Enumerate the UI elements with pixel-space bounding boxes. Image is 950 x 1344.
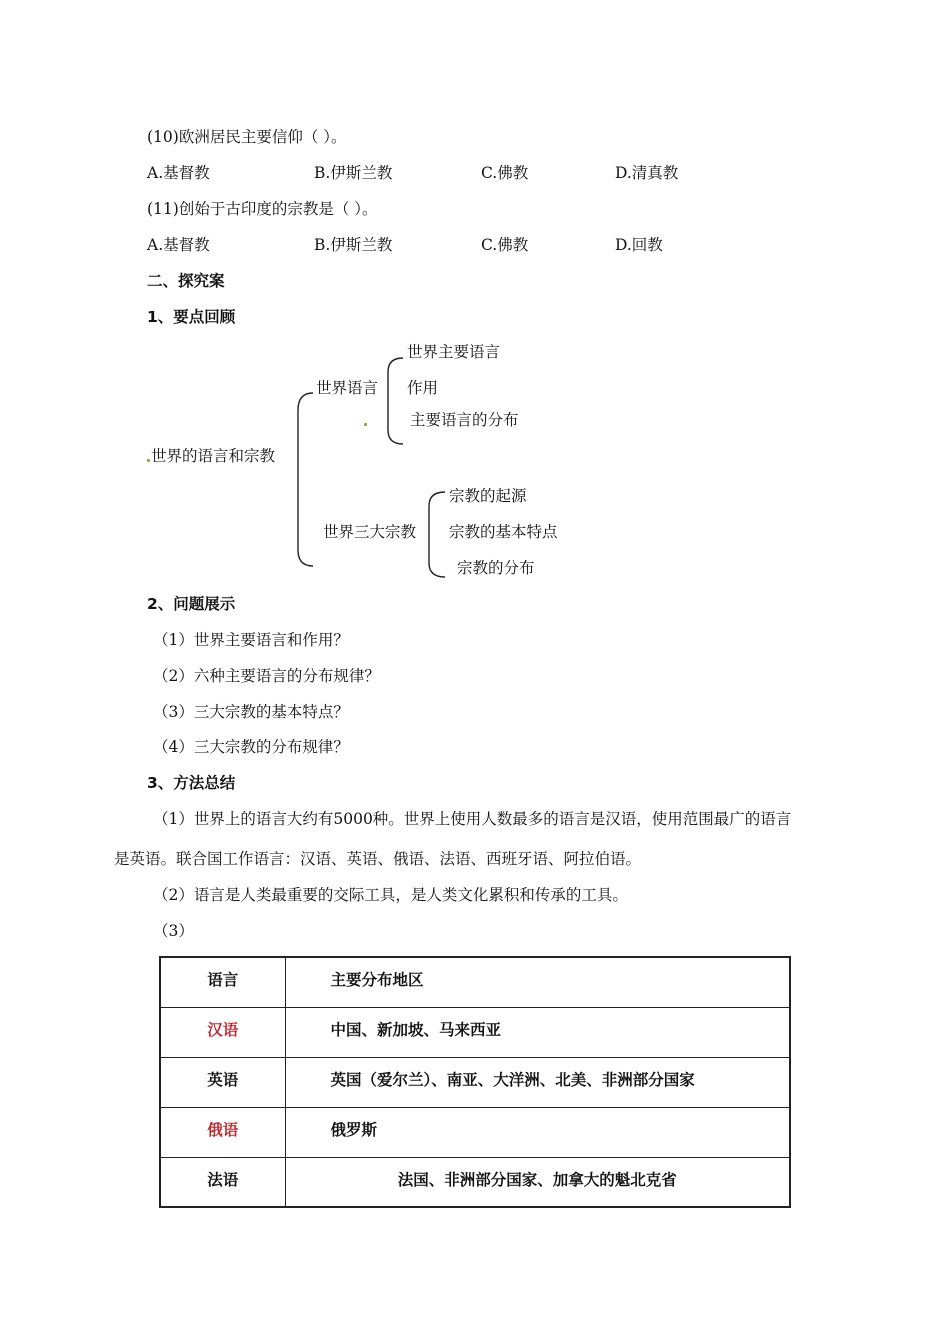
subsection-summary: 3、方法总结 <box>147 774 236 792</box>
q10-option-a: A.基督教 <box>147 164 210 182</box>
table-cell-region: 英国（爱尔兰）、南亚、大洋洲、北美、非洲部分国家 <box>285 1057 790 1107</box>
subsection-problems: 2、问题展示 <box>147 595 236 613</box>
mindmap-branch-language: 世界语言 <box>316 379 379 397</box>
problem-item: （1）世界主要语言和作用？ <box>153 631 349 649</box>
problem-item: （4）三大宗教的分布规律？ <box>153 738 349 756</box>
table-cell-language: 法语 <box>160 1157 285 1207</box>
summary-paragraph-1-cont: 是英语。联合国工作语言：汉语、英语、俄语、法语、西班牙语、阿拉伯语。 <box>114 850 642 868</box>
question-11: (11)创始于古印度的宗教是（ ）。 <box>147 200 378 218</box>
table-row <box>160 1157 790 1207</box>
section-title: 二、探究案 <box>147 272 225 290</box>
q11-option-a: A.基督教 <box>147 236 210 254</box>
question-10: (10)欧洲居民主要信仰（ ）。 <box>147 128 347 146</box>
mindmap-leaf: 作用 <box>407 379 439 397</box>
table-cell-region: 俄罗斯 <box>285 1107 790 1157</box>
marker-dot <box>147 459 150 462</box>
mindmap-leaf: 世界主要语言 <box>407 343 501 361</box>
mindmap-leaf: 宗教的起源 <box>449 487 527 505</box>
table-cell-region: 中国、新加坡、马来西亚 <box>285 1007 790 1057</box>
mindmap-leaf: 主要语言的分布 <box>410 411 519 429</box>
mindmap-leaf: 宗教的基本特点 <box>449 523 558 541</box>
q11-option-c: C.佛教 <box>481 236 529 254</box>
table-row <box>160 1057 790 1107</box>
language-distribution-table <box>159 956 791 1208</box>
q10-option-c: C.佛教 <box>481 164 529 182</box>
mindmap-branch-religion: 世界三大宗教 <box>323 523 417 541</box>
table-header-cell: 语言 <box>160 957 285 1007</box>
q11-option-d: D.回教 <box>615 236 663 254</box>
table-header-row <box>160 957 790 1007</box>
summary-paragraph-3: （3） <box>153 922 194 940</box>
table-cell-language: 俄语 <box>160 1107 285 1157</box>
table-header-cell: 主要分布地区 <box>285 957 790 1007</box>
q10-option-d: D.清真教 <box>615 164 679 182</box>
table-row <box>160 1107 790 1157</box>
subsection-review: 1、要点回顾 <box>147 308 236 326</box>
mindmap-leaf: 宗教的分布 <box>457 559 535 577</box>
mindmap-root: 世界的语言和宗教 <box>151 447 276 465</box>
q11-option-b: B.伊斯兰教 <box>314 236 393 254</box>
q10-option-b: B.伊斯兰教 <box>314 164 393 182</box>
marker-dot <box>364 423 367 426</box>
summary-paragraph-1: （1）世界上的语言大约有5000种。世界上使用人数最多的语言是汉语，使用范围最广的语言 <box>153 810 792 828</box>
table-cell-region: 法国、非洲部分国家、加拿大的魁北克省 <box>285 1157 790 1207</box>
table-cell-language: 汉语 <box>160 1007 285 1057</box>
table-row <box>160 1007 790 1057</box>
problem-item: （3）三大宗教的基本特点？ <box>153 703 349 721</box>
problem-item: （2）六种主要语言的分布规律？ <box>153 667 380 685</box>
table-cell-language: 英语 <box>160 1057 285 1107</box>
summary-paragraph-2: （2）语言是人类最重要的交际工具，是人类文化累积和传承的工具。 <box>153 886 628 904</box>
